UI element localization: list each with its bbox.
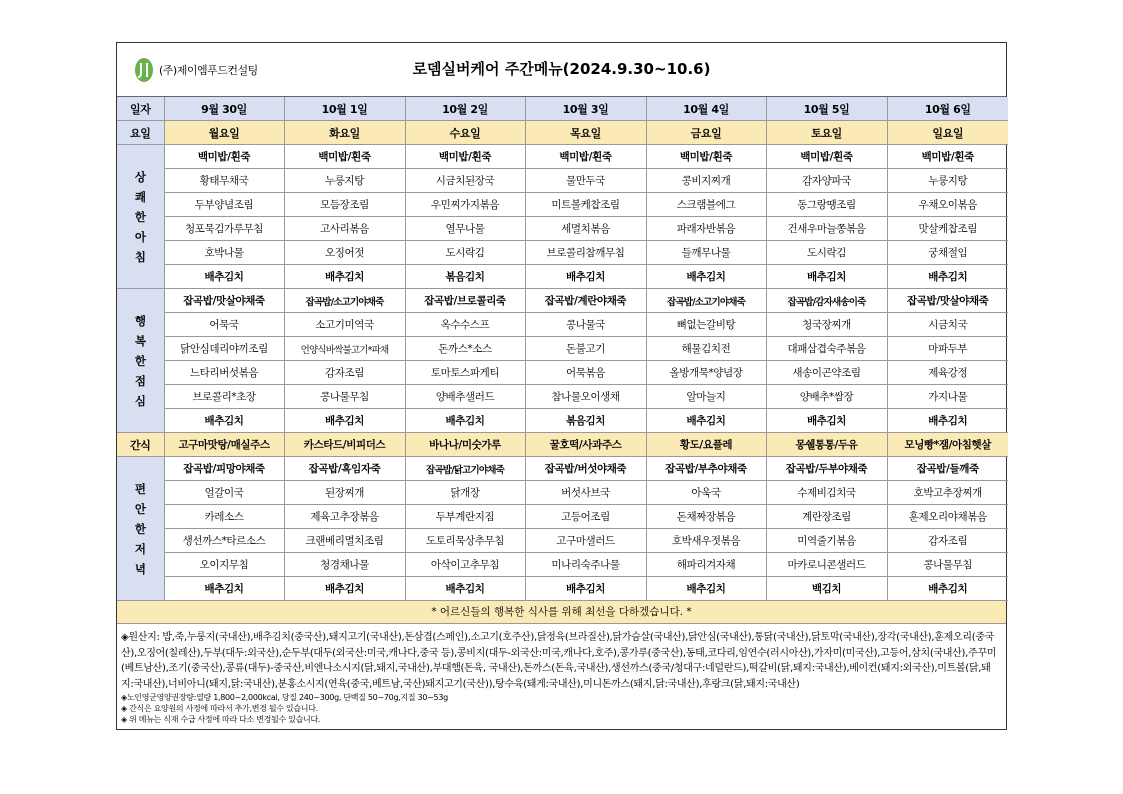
notes-section bbox=[117, 624, 1006, 729]
dinner-menu-item: 오이지무침 bbox=[164, 553, 284, 577]
breakfast-menu-item: 미트볼케찹조림 bbox=[525, 193, 646, 217]
dinner-row bbox=[117, 481, 1008, 505]
title-row bbox=[117, 43, 1006, 97]
breakfast-menu-item: 백미밥/흰죽 bbox=[405, 145, 525, 169]
dinner-menu-item: 아삭이고추무침 bbox=[405, 553, 525, 577]
weekday-row bbox=[117, 121, 1008, 145]
breakfast-menu-item: 콩비지찌개 bbox=[646, 169, 766, 193]
date-cell: 10월 5일 bbox=[766, 97, 887, 121]
dinner-menu-item: 콩나물무침 bbox=[887, 553, 1008, 577]
breakfast-menu-item: 백미밥/흰죽 bbox=[887, 145, 1008, 169]
closing-message: * 어르신들의 행복한 식사를 위해 최선을 다하겠습니다. * bbox=[117, 601, 1006, 624]
breakfast-menu-item: 누룽지탕 bbox=[284, 169, 405, 193]
dinner-menu-item: 배추김치 bbox=[646, 577, 766, 601]
lunch-row bbox=[117, 313, 1008, 337]
dinner-menu-item: 백김치 bbox=[766, 577, 887, 601]
breakfast-menu-item: 배추김치 bbox=[766, 265, 887, 289]
lunch-menu-item: 해물김치전 bbox=[646, 337, 766, 361]
lunch-row bbox=[117, 289, 1008, 313]
dinner-menu-item: 버섯사브국 bbox=[525, 481, 646, 505]
breakfast-menu-item: 누룽지탕 bbox=[887, 169, 1008, 193]
breakfast-menu-item: 열무나물 bbox=[405, 217, 525, 241]
breakfast-label: 상 쾌 한 아 침 bbox=[117, 145, 164, 289]
change-note: ◈ 위 메뉴는 식재 수급 사정에 따라 다소 변경될수 있습니다. bbox=[121, 715, 321, 724]
dinner-menu-item: 잡곡밥/닭고기야채죽 bbox=[405, 457, 525, 481]
lunch-menu-item: 돈불고기 bbox=[525, 337, 646, 361]
dinner-menu-item: 잡곡밥/피망야채죽 bbox=[164, 457, 284, 481]
breakfast-menu-item: 배추김치 bbox=[164, 265, 284, 289]
dinner-menu-item: 아욱국 bbox=[646, 481, 766, 505]
dinner-menu-item: 청경채나물 bbox=[284, 553, 405, 577]
breakfast-menu-item: 브로콜리참깨무침 bbox=[525, 241, 646, 265]
breakfast-row bbox=[117, 265, 1008, 289]
snack-item: 황도/요플레 bbox=[646, 433, 766, 457]
nutrition-note: ◈노인영군영양권장량:열량 1,800~2,000kcal, 당질 240~300g, 단백질 50~70g,지질 30~53g bbox=[121, 693, 448, 702]
breakfast-menu-item: 궁채절임 bbox=[887, 241, 1008, 265]
dinner-label: 편 안 한 저 녁 bbox=[117, 457, 164, 601]
dinner-menu-item: 고등어조림 bbox=[525, 505, 646, 529]
breakfast-menu-item: 청포묵김가루무침 bbox=[164, 217, 284, 241]
lunch-menu-item: 잡곡밥/소고기야채죽 bbox=[646, 289, 766, 313]
lunch-menu-item: 뼈없는갈비탕 bbox=[646, 313, 766, 337]
dinner-menu-item: 돈채짜장볶음 bbox=[646, 505, 766, 529]
lunch-menu-item: 느타리버섯볶음 bbox=[164, 361, 284, 385]
date-cell: 9월 30일 bbox=[164, 97, 284, 121]
breakfast-menu-item: 백미밥/흰죽 bbox=[525, 145, 646, 169]
breakfast-menu-item: 들깨무나물 bbox=[646, 241, 766, 265]
breakfast-menu-item: 호박나물 bbox=[164, 241, 284, 265]
dinner-menu-item: 감자조림 bbox=[887, 529, 1008, 553]
snack-item: 꿀호떡/사과주스 bbox=[525, 433, 646, 457]
lunch-menu-item: 잡곡밥/맛살야채죽 bbox=[164, 289, 284, 313]
weekday-cell: 금요일 bbox=[646, 121, 766, 145]
lunch-menu-item: 배추김치 bbox=[646, 409, 766, 433]
dinner-menu-item: 된장찌개 bbox=[284, 481, 405, 505]
breakfast-menu-item: 건새우마늘쫑볶음 bbox=[766, 217, 887, 241]
dinner-menu-item: 제육고추장볶음 bbox=[284, 505, 405, 529]
weekday-cell: 화요일 bbox=[284, 121, 405, 145]
breakfast-row bbox=[117, 145, 1008, 169]
date-cell: 10월 4일 bbox=[646, 97, 766, 121]
weekday-cell: 목요일 bbox=[525, 121, 646, 145]
breakfast-menu-item: 백미밥/흰죽 bbox=[164, 145, 284, 169]
company-name: (주)제이엠푸드컨설팅 bbox=[159, 64, 258, 77]
breakfast-row bbox=[117, 169, 1008, 193]
lunch-menu-item: 양배추*쌈장 bbox=[766, 385, 887, 409]
dinner-row bbox=[117, 457, 1008, 481]
breakfast-menu-item: 배추김치 bbox=[646, 265, 766, 289]
lunch-menu-item: 콩나물무침 bbox=[284, 385, 405, 409]
lunch-menu-item: 잡곡밥/맛살야채죽 bbox=[887, 289, 1008, 313]
lunch-menu-item: 돈까스*소스 bbox=[405, 337, 525, 361]
lunch-menu-item: 배추김치 bbox=[284, 409, 405, 433]
lunch-menu-item: 배추김치 bbox=[766, 409, 887, 433]
dinner-menu-item: 계란장조림 bbox=[766, 505, 887, 529]
dinner-menu-item: 잡곡밥/들깨죽 bbox=[887, 457, 1008, 481]
dinner-menu-item: 두부계란지짐 bbox=[405, 505, 525, 529]
breakfast-menu-item: 파래자반볶음 bbox=[646, 217, 766, 241]
snack-row bbox=[117, 433, 1008, 457]
breakfast-menu-item: 배추김치 bbox=[284, 265, 405, 289]
lunch-menu-item: 콩나물국 bbox=[525, 313, 646, 337]
lunch-menu-item: 청국장찌개 bbox=[766, 313, 887, 337]
dinner-menu-item: 배추김치 bbox=[405, 577, 525, 601]
breakfast-menu-item: 고사리볶음 bbox=[284, 217, 405, 241]
snack-item: 고구마맛탕/매실주스 bbox=[164, 433, 284, 457]
dinner-menu-item: 크랜베리멸치조림 bbox=[284, 529, 405, 553]
dinner-menu-item: 해파리겨자채 bbox=[646, 553, 766, 577]
breakfast-menu-item: 스크램블에그 bbox=[646, 193, 766, 217]
breakfast-menu-item: 두부양념조림 bbox=[164, 193, 284, 217]
lunch-menu-item: 양배추샐러드 bbox=[405, 385, 525, 409]
dinner-menu-item: 고구마샐러드 bbox=[525, 529, 646, 553]
dinner-menu-item: 배추김치 bbox=[164, 577, 284, 601]
weekday-cell: 수요일 bbox=[405, 121, 525, 145]
date-header: 일자 bbox=[117, 97, 164, 121]
weekday-cell: 일요일 bbox=[887, 121, 1008, 145]
lunch-menu-item: 제육강정 bbox=[887, 361, 1008, 385]
lunch-row bbox=[117, 385, 1008, 409]
breakfast-menu-item: 백미밥/흰죽 bbox=[284, 145, 405, 169]
lunch-menu-item: 옥수수스프 bbox=[405, 313, 525, 337]
breakfast-menu-item: 도시락김 bbox=[766, 241, 887, 265]
dinner-row bbox=[117, 577, 1008, 601]
weekday-cell: 토요일 bbox=[766, 121, 887, 145]
dinner-menu-item: 미역줄기볶음 bbox=[766, 529, 887, 553]
snack-item: 몽쉘통통/두유 bbox=[766, 433, 887, 457]
menu-sheet bbox=[116, 42, 1007, 730]
breakfast-menu-item: 백미밥/흰죽 bbox=[766, 145, 887, 169]
date-cell: 10월 3일 bbox=[525, 97, 646, 121]
lunch-menu-item: 마파두부 bbox=[887, 337, 1008, 361]
snack-label: 간식 bbox=[117, 433, 164, 457]
lunch-menu-item: 잡곡밥/소고기야채죽 bbox=[284, 289, 405, 313]
dinner-menu-item: 얼갈이국 bbox=[164, 481, 284, 505]
lunch-menu-item: 감자조림 bbox=[284, 361, 405, 385]
snack-note: ◈ 간식은 요양원의 사정에 따라서 추가,변경 될수 있습니다. bbox=[121, 704, 318, 713]
lunch-menu-item: 배추김치 bbox=[887, 409, 1008, 433]
origin-note: ◈원산지: 밥,죽,누룽지(국내산),배추김치(중국산),돼지고기(국내산),돈삼겹(스페인),소고기(호주산),닭정육(브라질산),닭가슴살(국내산),닭안심(국내산),통닭(국내산),닭토막(국내산),장각(국내산),훈제오리(중국산),오징어(칠레산),두부(대두:외국산),순두부(대두(외국산:미국,캐나다,중국 등),콩비지(대두-외국산:미국,캐나다,호주),콩가루(중국산),동태,코다리,임연수(러시아산),가자미(미국산),고등어,삼치(국내산),주꾸미(베트남산),조기(중국산),콩류(대두)-중국산,비엔나소시지(닭,돼지,국내산),부대햄(돈육, 국내산),돈까스(돈육,국내산),생선까스(중국/청대구:네덜란드),떡갈비(닭,돼지:국내산),베이컨(돼지:외국산),미트볼(닭,돼지:국내산),너비아니(돼지,닭:국내산),분홍소시지(연육(중국,베트남,국산)돼지고기(국산)),탕수육(돼게:국내산),미니돈까스(돼지,닭:국내산),후랑크(닭,돼지:국내산) bbox=[121, 632, 997, 690]
date-cell: 10월 6일 bbox=[887, 97, 1008, 121]
lunch-menu-item: 잡곡밥/브로콜리죽 bbox=[405, 289, 525, 313]
dinner-menu-item: 배추김치 bbox=[284, 577, 405, 601]
menu-table bbox=[117, 97, 1008, 601]
breakfast-menu-item: 도시락김 bbox=[405, 241, 525, 265]
lunch-menu-item: 알마늘지 bbox=[646, 385, 766, 409]
dinner-menu-item: 훈제오리야채볶음 bbox=[887, 505, 1008, 529]
weekday-cell: 월요일 bbox=[164, 121, 284, 145]
dinner-menu-item: 잡곡밥/부추야채죽 bbox=[646, 457, 766, 481]
lunch-menu-item: 언양식바싹불고기*파채 bbox=[284, 337, 405, 361]
lunch-row bbox=[117, 337, 1008, 361]
dinner-menu-item: 배추김치 bbox=[887, 577, 1008, 601]
breakfast-row bbox=[117, 193, 1008, 217]
dinner-row bbox=[117, 553, 1008, 577]
breakfast-menu-item: 모듬장조림 bbox=[284, 193, 405, 217]
lunch-menu-item: 어묵볶음 bbox=[525, 361, 646, 385]
breakfast-menu-item: 우민찌가지볶음 bbox=[405, 193, 525, 217]
dinner-menu-item: 마카로니콘샐러드 bbox=[766, 553, 887, 577]
dinner-menu-item: 잡곡밥/버섯야채죽 bbox=[525, 457, 646, 481]
lunch-menu-item: 볶음김치 bbox=[525, 409, 646, 433]
breakfast-menu-item: 배추김치 bbox=[887, 265, 1008, 289]
lunch-menu-item: 브로콜리*초장 bbox=[164, 385, 284, 409]
breakfast-menu-item: 세멸치볶음 bbox=[525, 217, 646, 241]
dinner-menu-item: 미나리숙주나물 bbox=[525, 553, 646, 577]
breakfast-row bbox=[117, 241, 1008, 265]
dinner-menu-item: 수제비김치국 bbox=[766, 481, 887, 505]
lunch-row bbox=[117, 409, 1008, 433]
lunch-label: 행 복 한 점 심 bbox=[117, 289, 164, 433]
lunch-menu-item: 잡곡밥/감자새송이죽 bbox=[766, 289, 887, 313]
breakfast-menu-item: 물만두국 bbox=[525, 169, 646, 193]
lunch-menu-item: 새송이곤약조림 bbox=[766, 361, 887, 385]
date-row bbox=[117, 97, 1008, 121]
lunch-menu-item: 배추김치 bbox=[405, 409, 525, 433]
lunch-menu-item: 대패삼겹숙주볶음 bbox=[766, 337, 887, 361]
lunch-menu-item: 올방개묵*양념장 bbox=[646, 361, 766, 385]
lunch-menu-item: 잡곡밥/계란야채죽 bbox=[525, 289, 646, 313]
breakfast-menu-item: 시금치된장국 bbox=[405, 169, 525, 193]
breakfast-menu-item: 배추김치 bbox=[525, 265, 646, 289]
breakfast-menu-item: 오징어젓 bbox=[284, 241, 405, 265]
dinner-menu-item: 카레소스 bbox=[164, 505, 284, 529]
lunch-menu-item: 시금치국 bbox=[887, 313, 1008, 337]
dinner-menu-item: 도토리묵상추무침 bbox=[405, 529, 525, 553]
snack-item: 바나나/미숫가루 bbox=[405, 433, 525, 457]
breakfast-menu-item: 황태무채국 bbox=[164, 169, 284, 193]
lunch-menu-item: 참나물오이생채 bbox=[525, 385, 646, 409]
dinner-menu-item: 호박고추장찌개 bbox=[887, 481, 1008, 505]
lunch-menu-item: 가지나물 bbox=[887, 385, 1008, 409]
dinner-menu-item: 배추김치 bbox=[525, 577, 646, 601]
dinner-row bbox=[117, 505, 1008, 529]
breakfast-menu-item: 맛살케찹조림 bbox=[887, 217, 1008, 241]
dinner-menu-item: 잡곡밥/흑임자죽 bbox=[284, 457, 405, 481]
lunch-menu-item: 소고기미역국 bbox=[284, 313, 405, 337]
breakfast-menu-item: 우채오이볶음 bbox=[887, 193, 1008, 217]
dinner-menu-item: 호박새우젓볶음 bbox=[646, 529, 766, 553]
breakfast-menu-item: 백미밥/흰죽 bbox=[646, 145, 766, 169]
breakfast-menu-item: 볶음김치 bbox=[405, 265, 525, 289]
date-cell: 10월 1일 bbox=[284, 97, 405, 121]
dinner-menu-item: 잡곡밥/두부야채죽 bbox=[766, 457, 887, 481]
breakfast-menu-item: 감자양파국 bbox=[766, 169, 887, 193]
dinner-menu-item: 닭개장 bbox=[405, 481, 525, 505]
dinner-row bbox=[117, 529, 1008, 553]
weekday-header: 요일 bbox=[117, 121, 164, 145]
lunch-menu-item: 토마토스파게티 bbox=[405, 361, 525, 385]
lunch-row bbox=[117, 361, 1008, 385]
date-cell: 10월 2일 bbox=[405, 97, 525, 121]
lunch-menu-item: 닭안심데리야끼조림 bbox=[164, 337, 284, 361]
lunch-menu-item: 어묵국 bbox=[164, 313, 284, 337]
breakfast-menu-item: 동그랑땡조림 bbox=[766, 193, 887, 217]
snack-item: 모닝빵*잼/아침햇살 bbox=[887, 433, 1008, 457]
page-title: 로뎀실버케어 주간메뉴(2024.9.30~10.6) bbox=[412, 60, 711, 78]
breakfast-row bbox=[117, 217, 1008, 241]
dinner-menu-item: 생선까스*타르소스 bbox=[164, 529, 284, 553]
lunch-menu-item: 배추김치 bbox=[164, 409, 284, 433]
snack-item: 카스타드/비피더스 bbox=[284, 433, 405, 457]
